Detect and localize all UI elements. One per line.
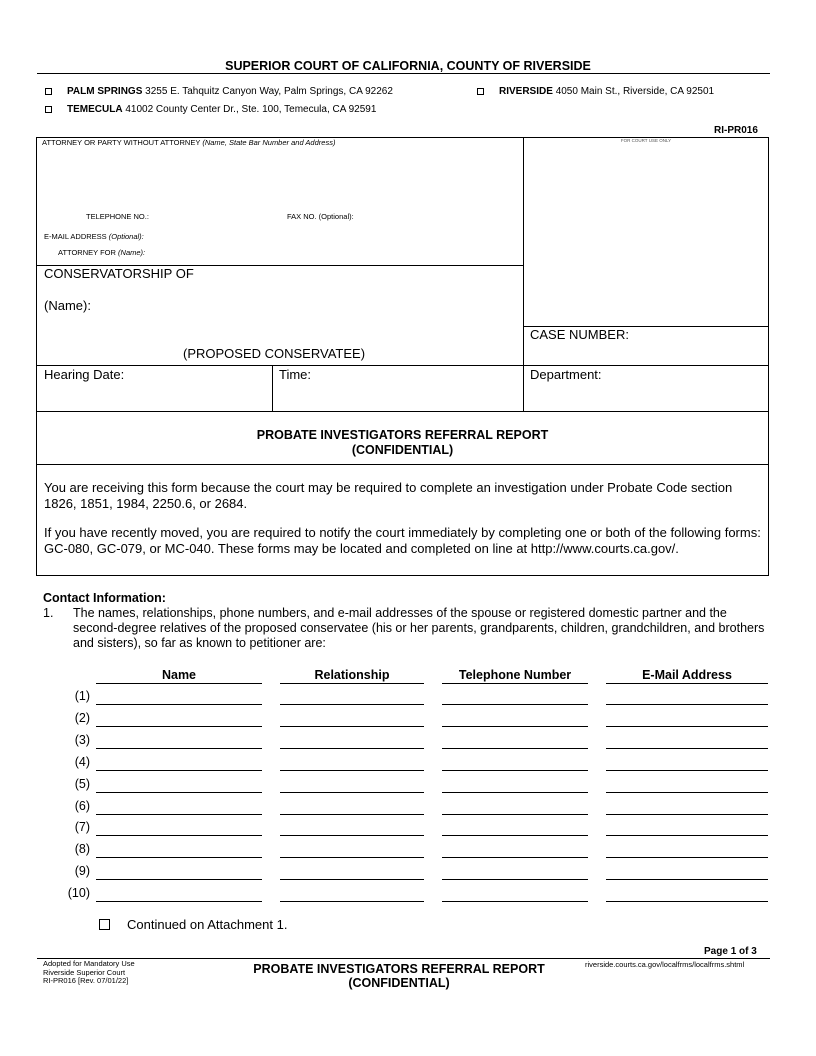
name-field[interactable] <box>96 879 262 880</box>
email-field[interactable] <box>606 770 768 771</box>
temecula-checkbox[interactable] <box>45 106 52 113</box>
telephone-field[interactable] <box>442 901 588 902</box>
location-address: 3255 E. Tahquitz Canyon Way, Palm Springs, CA 92262 <box>145 86 393 97</box>
telephone-field[interactable] <box>442 879 588 880</box>
adopted-line-1: Adopted for Mandatory Use <box>43 959 135 968</box>
name-field[interactable] <box>96 726 262 727</box>
email-field[interactable] <box>606 814 768 815</box>
column-header-email: E-Mail Address <box>642 668 732 682</box>
hearing-top-rule <box>36 365 769 366</box>
title-top-rule <box>36 411 769 412</box>
column-header-rule <box>280 683 424 684</box>
relationship-field[interactable] <box>280 901 424 902</box>
relationship-field[interactable] <box>280 748 424 749</box>
location-name: PALM SPRINGS <box>67 86 143 97</box>
telephone-field[interactable] <box>442 770 588 771</box>
hearing-date-label: Hearing Date: <box>44 367 125 382</box>
row-number: (5) <box>74 777 90 791</box>
temecula-location <box>67 104 376 115</box>
attorney-header-hint: (Name, State Bar Number and Address) <box>202 138 336 147</box>
email-field[interactable] <box>606 792 768 793</box>
telephone-field[interactable] <box>442 857 588 858</box>
column-header-rule <box>606 683 768 684</box>
telephone-field[interactable] <box>442 748 588 749</box>
column-header-relationship: Relationship <box>314 668 390 682</box>
email-field[interactable] <box>606 835 768 836</box>
continued-attachment-checkbox[interactable] <box>99 919 110 930</box>
relationship-field[interactable] <box>280 770 424 771</box>
row-number: (1) <box>74 689 90 703</box>
telephone-field[interactable] <box>442 792 588 793</box>
email-field[interactable] <box>606 901 768 902</box>
email-label-text: E-MAIL ADDRESS <box>44 232 107 241</box>
page-number <box>704 946 757 957</box>
riverside-checkbox[interactable] <box>477 88 484 95</box>
email-label <box>44 232 144 241</box>
email-field[interactable] <box>606 857 768 858</box>
location-address: 4050 Main St., Riverside, CA 92501 <box>555 86 715 97</box>
form-id: RI-PR016 <box>714 125 758 136</box>
email-field[interactable] <box>606 704 768 705</box>
case-number-label: CASE NUMBER: <box>530 327 629 342</box>
relationship-field[interactable] <box>280 835 424 836</box>
telephone-field[interactable] <box>442 726 588 727</box>
relationship-field[interactable] <box>280 814 424 815</box>
column-header-rule <box>96 683 262 684</box>
court-title: SUPERIOR COURT OF CALIFORNIA, COUNTY OF RIVERSIDE <box>225 59 591 73</box>
adopted-line-3: RI-PR016 [Rev. 07/01/22] <box>43 976 129 985</box>
relationship-field[interactable] <box>280 726 424 727</box>
footer-title-line1: PROBATE INVESTIGATORS REFERRAL REPORT <box>253 962 545 976</box>
email-field[interactable] <box>606 748 768 749</box>
notice-top-rule <box>36 464 769 465</box>
continued-attachment-label: Continued on Attachment 1. <box>127 917 288 932</box>
row-number: (4) <box>74 755 90 769</box>
name-field[interactable] <box>96 814 262 815</box>
name-field[interactable] <box>96 704 262 705</box>
row-number: (3) <box>74 733 90 747</box>
row-number: (6) <box>74 799 90 813</box>
row-number: (7) <box>74 820 90 834</box>
name-field[interactable] <box>96 835 262 836</box>
notice-paragraph-1: You are receiving this form because the court may be required to complete an investigation under Probate Code section 1826, 1851, 1984, 2250.6, or 2684. <box>44 480 733 511</box>
relationship-field[interactable] <box>280 792 424 793</box>
page-total: 3 <box>751 946 757 957</box>
name-field[interactable] <box>96 901 262 902</box>
location-name: RIVERSIDE <box>499 86 553 97</box>
telephone-field[interactable] <box>442 814 588 815</box>
court-use-divider <box>523 137 524 412</box>
attorney-for-label <box>58 248 145 257</box>
email-label-hint: (Optional): <box>108 232 144 241</box>
email-field[interactable] <box>606 879 768 880</box>
palm-springs-location <box>67 86 393 97</box>
header-rule <box>37 73 770 74</box>
proposed-conservatee-label: (PROPOSED CONSERVATEE) <box>183 346 366 361</box>
page-label: Page <box>704 946 728 957</box>
footer-title-line2: (CONFIDENTIAL) <box>348 976 450 990</box>
contact-heading: Contact Information: <box>43 591 166 605</box>
location-address: 41002 County Center Dr., Ste. 100, Temecula, CA 92591 <box>125 104 377 115</box>
palm-springs-checkbox[interactable] <box>45 88 52 95</box>
fax-label: FAX NO. (Optional): <box>287 212 354 221</box>
page-of: of <box>739 946 749 957</box>
attorney-for-text: ATTORNEY FOR <box>58 248 116 257</box>
column-header-telephone: Telephone Number <box>458 668 572 682</box>
row-number: (2) <box>74 711 90 725</box>
column-header-name: Name <box>161 668 197 682</box>
footer-url[interactable]: riverside.courts.ca.gov/localfrms/localfrms.shtml <box>585 960 745 969</box>
conservatorship-label: CONSERVATORSHIP OF <box>44 266 194 281</box>
name-field[interactable] <box>96 748 262 749</box>
form-title-line2: (CONFIDENTIAL) <box>351 443 454 457</box>
row-number: (10) <box>67 886 90 900</box>
relationship-field[interactable] <box>280 857 424 858</box>
attorney-for-hint: (Name): <box>118 248 146 257</box>
riverside-location <box>499 86 714 97</box>
time-label: Time: <box>279 367 312 382</box>
adopted-note <box>43 960 135 986</box>
telephone-field[interactable] <box>442 704 588 705</box>
row-number: (9) <box>74 864 90 878</box>
name-label: (Name): <box>44 298 91 313</box>
attorney-header-label: ATTORNEY OR PARTY WITHOUT ATTORNEY <box>42 138 201 147</box>
row-number: (8) <box>74 842 90 856</box>
adopted-line-2: Riverside Superior Court <box>43 967 126 977</box>
email-field[interactable] <box>606 726 768 727</box>
relationship-field[interactable] <box>280 704 424 705</box>
item-number: 1. <box>43 606 54 620</box>
court-use-label: FOR COURT USE ONLY <box>620 138 672 143</box>
notice-paragraph-2: If you have recently moved, you are required to notify the court immediately by completing one or both of the following forms: GC-080, GC-079, or MC-040. These forms may be located and completed on line at http://www.courts.ca.gov/. <box>44 525 761 556</box>
page-current: 1 <box>730 946 737 957</box>
form-title-line1: PROBATE INVESTIGATORS REFERRAL REPORT <box>256 428 549 442</box>
name-field[interactable] <box>96 792 262 793</box>
name-field[interactable] <box>96 770 262 771</box>
footer-rule <box>37 958 770 959</box>
department-label: Department: <box>530 367 602 382</box>
column-header-rule <box>442 683 588 684</box>
attorney-header <box>42 138 335 147</box>
item-text: The names, relationships, phone numbers, and e-mail addresses of the spouse or registered domestic partner and the second-degree relatives of the proposed conservatee (his or her parents, grandparents, children, grandchildren, and brothers and sisters), so far as known to petitioner are: <box>73 606 765 650</box>
location-name: TEMECULA <box>67 104 123 115</box>
telephone-field[interactable] <box>442 835 588 836</box>
time-divider <box>272 365 273 412</box>
telephone-label: TELEPHONE NO.: <box>86 212 149 221</box>
name-field[interactable] <box>96 857 262 858</box>
relationship-field[interactable] <box>280 879 424 880</box>
